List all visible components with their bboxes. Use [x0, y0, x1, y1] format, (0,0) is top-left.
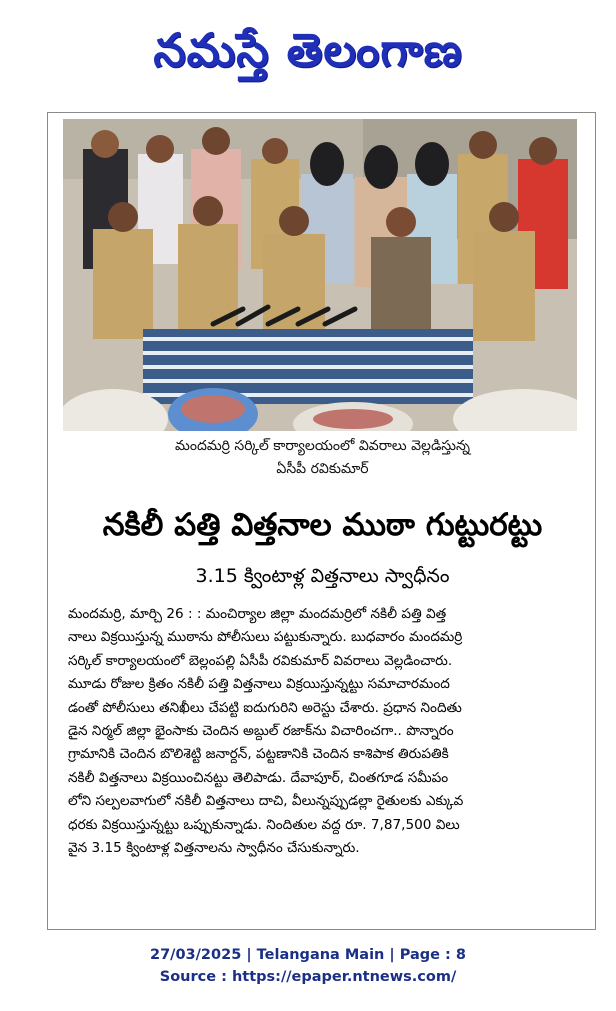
article-clipping: [47, 112, 596, 930]
masthead: [0, 0, 616, 112]
caption-line-1: మందమర్రి సర్కిల్ కార్యాలయంలో వివరాలు వెల్లడిస్తున్న: [175, 438, 470, 454]
footer-date-line: 27/03/2025 | Telangana Main | Page : 8: [149, 947, 466, 963]
news-photo: [63, 119, 577, 431]
headline: నకిలీ పత్తి విత్తనాల ముఠా గుట్టురట్టు: [102, 507, 543, 543]
body-line: నకిలీ విత్తనాలు విక్రయించినట్టు తెలిపాడు. దేవాపూర్, చింతగూడ సమీపం: [68, 769, 449, 786]
article-body: [68, 603, 583, 860]
body-line: ధరకు విక్రయిస్తున్నట్టు ఒప్పుకున్నాడు. నిందితుల వద్ద రూ. 7,87,500 విలు: [68, 816, 460, 833]
body-line: డంతో పోలీసులు తనిఖీలు చేపట్టి ఐదుగురిని అరెస్టు చేశారు. ప్రధాన నిందితు: [68, 699, 462, 716]
footer-source-line: Source : https://epaper.ntnews.com/: [159, 969, 457, 985]
body-line: మూడు రోజుల క్రితం నకిలీ పత్తి విత్తనాలు విక్రయిస్తున్నట్టు సమాచారమంద: [68, 676, 450, 693]
body-line: గ్రామానికి చెందిన బొలిశెట్టి జనార్దన్, పట్టణానికి చెందిన కాశిపాక తిరుపతికి: [68, 746, 449, 763]
body-line: డైన నిర్మల్ జిల్లా భైంసాకు చెందిన అబ్దుల్ రజాక్‌ను విచారించగా.. పొన్నారం: [68, 722, 454, 739]
body-line: వైన 3.15 క్వింటాళ్ల విత్తనాలను స్వాధీనం చేసుకున్నారు.: [68, 839, 360, 856]
caption-line-2: ఏసీపీ రవికుమార్: [276, 461, 369, 477]
subheadline: 3.15 క్వింటాళ్ల విత్తనాలు స్వాధీనం: [195, 565, 450, 587]
body-line: నాలు విక్రయిస్తున్న ముఠాను పోలీసులు పట్టుకున్నారు. బుధవారం మందమర్రి: [68, 629, 463, 646]
newspaper-title: నమస్తే తెలంగాణ: [153, 23, 463, 77]
page-footer: [0, 944, 616, 988]
body-line: సర్కిల్ కార్యాలయంలో బెల్లంపల్లి ఏసీపీ రవికుమార్ వివరాలు వెల్లడించారు.: [68, 652, 453, 669]
photo-illustration: [63, 119, 577, 431]
body-line: మందమర్రి, మార్చి 26 : : మంచిర్యాల జిల్లా మందమర్రిలో నకిలీ పత్తి విత్త: [68, 606, 447, 622]
body-line: లోని సల్పలవాగులో నకిలీ విత్తనాలు దాచి, వీలున్నప్పుడల్లా రైతులకు ఎక్కువ: [68, 793, 464, 810]
photo-caption: [48, 435, 597, 485]
